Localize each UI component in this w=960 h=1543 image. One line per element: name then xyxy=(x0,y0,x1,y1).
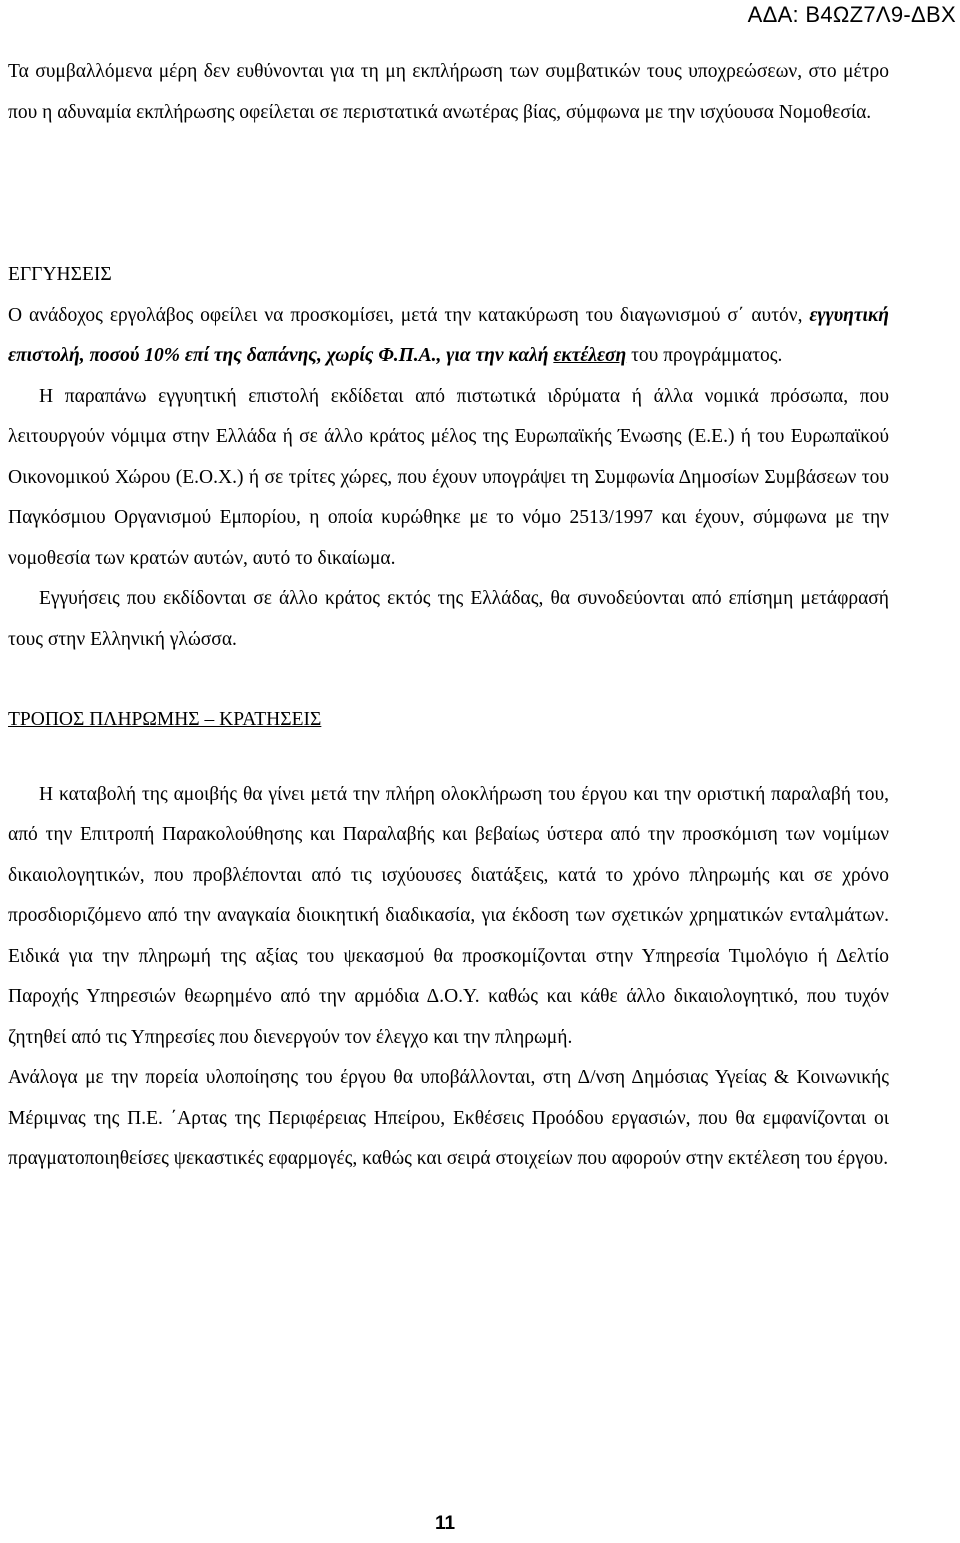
guarantees-p1-bold-underlined: εκτέλεση xyxy=(553,345,627,366)
intro-paragraph: Τα συμβαλλόμενα μέρη δεν ευθύνονται για τη μη εκπλήρωση των συμβατικών τους υποχρεώσεων, στο μέτρο που η αδυναμία εκπλήρωσης οφείλεται σε περιστατικά ανωτέρας βίας, σύμφωνα με την ισχύουσα Νομοθεσία. xyxy=(8,61,889,123)
guarantees-p1-end: του προγράμματος. xyxy=(626,345,783,366)
guarantees-paragraph-2: Η παραπάνω εγγυητική επιστολή εκδίδεται από πιστωτικά ιδρύματα ή άλλα νομικά πρόσωπα, που λειτουργούν νόμιμα στην Ελλάδα ή σε άλλο κράτος μέλος της Ευρωπαϊκής Ένωσης (Ε.Ε.) ή του Ευρωπαϊκού Οικονομικού Χώρου (Ε.Ο.Χ.) ή σε τρίτες χώρες, που έχουν υπογράψει τη Συμφωνία Δημοσίων Συμβάσεων του Παγκόσμιου Οργανισμού Εμπορίου, η οποία κυρώθηκε με το νόμο 2513/1997 και έχουν, σύμφωνα με την νομοθεσία των κρατών αυτών, αυτό το δικαίωμα. xyxy=(8,385,889,569)
guarantees-p1-start: Ο ανάδοχος εργολάβος οφείλει να προσκομίσει, μετά την κατακύρωση του διαγωνισμού σ΄ αυτόν, xyxy=(8,304,810,326)
guarantees-paragraph-1 xyxy=(8,296,889,377)
payment-paragraph-1: Η καταβολή της αμοιβής θα γίνει μετά την πλήρη ολοκλήρωση του έργου και την οριστική παραλαβή του, από την Επιτροπή Παρακολούθησης και Παραλαβής και βεβαίως ύστερα από την προσκόμιση των νομίμων δικαιολογητικών, που προβλέπονται από τις ισχύουσες διατάξεις, κατά το χρόνο πληρωμής και σε χρόνο προσδιοριζόμενο από την αναγκαία διοικητική διαδικασία, για έκδοση των σχετικών χρηματικών ενταλμάτων. Ειδικά για την πληρωμή της αξίας του ψεκασμού θα προσκομίζονται στην Υπηρεσία Τιμολόγιο ή Δελτίο Παροχής Υπηρεσιών θεωρημένο από την αρμόδια Δ.Ο.Υ. καθώς και κάθε άλλο δικαιολογητικό, που τυχόν ζητηθεί από τις Υπηρεσίες που διενεργούν τον έλεγχο και την πληρωμή. xyxy=(8,783,889,1048)
page-number: 11 xyxy=(434,1513,456,1534)
spacer xyxy=(8,133,889,255)
payment-heading: ΤΡΟΠΟΣ ΠΛΗΡΩΜΗΣ – ΚΡΑΤΗΣΕΙΣ xyxy=(8,709,322,730)
document-body xyxy=(8,52,889,1180)
guarantees-paragraph-3: Εγγυήσεις που εκδίδονται σε άλλο κράτος εκτός της Ελλάδας, θα συνοδεύονται από επίσημη μετάφρασή τους στην Ελληνική γλώσσα. xyxy=(8,588,889,650)
spacer xyxy=(8,741,889,775)
spacer xyxy=(8,660,889,700)
payment-paragraph-2: Ανάλογα με την πορεία υλοποίησης του έργου θα υποβάλλονται, στη Δ/νση Δημόσιας Υγείας & Κοινωνικής Μέριμνας της Π.Ε. ΄Αρτας της Περιφέρειας Ηπείρου, Εκθέσεις Προόδου εργασιών, που θα εμφανίζονται οι πραγματοποιηθείσες ψεκαστικές εφαρμογές, καθώς και σειρά στοιχείων που αφορούν στην εκτέλεση του έργου. xyxy=(8,1067,889,1169)
guarantees-heading: ΕΓΓΥΗΣΕΙΣ xyxy=(8,264,112,285)
guarantees-p1-bold: εγγυητική επιστολή, ποσού 10% επί της δαπάνης, χωρίς Φ.Π.Α. xyxy=(8,304,889,366)
ada-code: ΑΔΑ: Β4ΩΖ7Λ9-ΔΒΧ xyxy=(747,2,956,27)
guarantees-p1-mid: , για την καλή xyxy=(436,345,554,366)
